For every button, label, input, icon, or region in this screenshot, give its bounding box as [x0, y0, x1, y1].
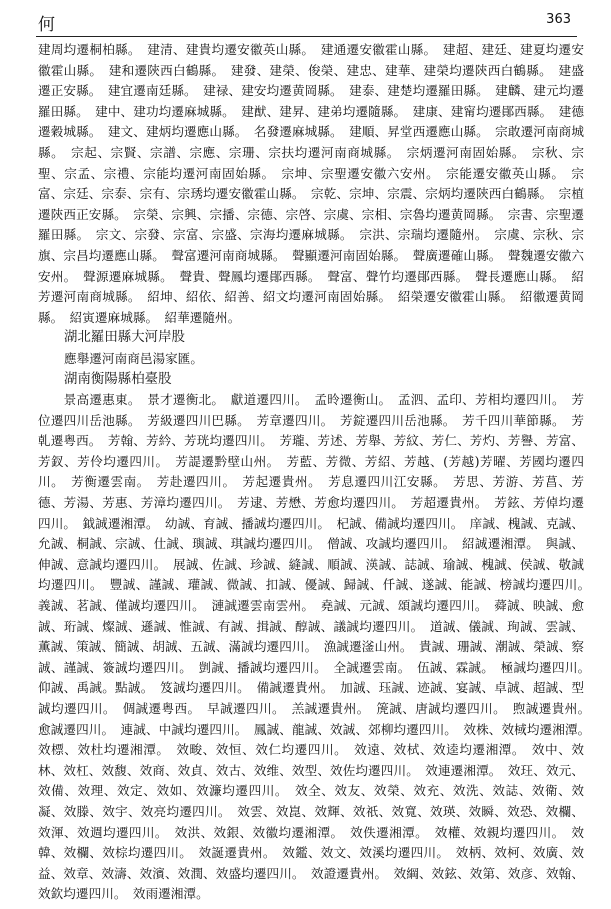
page-body	[38, 40, 597, 902]
migration-paragraph-hengyang: 景高遷惠東。 景才遷衡北。 獻道遷四川。 孟昤遷衡山。 孟泗、孟印、芳相均遷四川。 芳位遷四川岳池縣。 芳級遷四川巴縣。 芳章遷四川。 芳錠遷四川岳池縣。 芳千四川華節縣。 芳乹遷粤西。 芳翰、芳紟、芳珖均遷四川。 芳瓏、芳述、芳舉、芳紋、芳仁、芳灼、芳譽、芳富、芳釵、芳伶均遷四川。 芳諟遷黔壁山州。 芳藍、芳微、芳紹、芳越、(芳越)芳曜、芳國均遷四川。 芳衡遷雲南。 芳赴遷四川。 芳起遷貴州。 芳息遷四川江安縣。 芳思、芳游、芳菖、芳德、芳湯、芳惠、芳漳均遷四川。 芳逮、芳懋、芳愈均遷四川。 芳超遷貴州。 芳鉉、芳倬均遷四川。 鉞誠遷湘潭。 幼誠、育誠、播誠均遷四川。 杞誠、備誠均遷四川。 庠誠、槐誠、克誠、允誠、桐誠、宗誠、仕誠、璵誠、琪誠均遷四川。 僧誠、攻誠均遷四川。 紹誠遷湘潭。 與誠、伸誠、意誠均遷四川。 展誠、佐誠、珍誠、縫誠、順誠、渶誠、誌誠、瑜誠、槐誠、侯誠、敬誠均遷四川。 豐誠、謹誠、瓘誠、微誠、扣誠、優誠、歸誠、仟誠、遂誠、能誠、榜誠均遷四川。 義誠、茗誠、僅誠均遷四川。 漣誠遷雲南雲州。 堯誠、元誠、頌誠均遷四川。 蕣誠、映誠、愈誠、珩誠、燦誠、遜誠、惟誠、有誠、揖誠、醇誠、議誠均遷四川。 道誠、儀誠、珣誠、雲誠、薫誠、策誠、簡誠、胡誠、五誠、滿誠均遷四川。 漁誠遷滏山州。 貴誠、珊誠、潮誠、榮誠、察誠、謹誠、簽誠均遷四川。 剴誠、播誠均遷四川。 全誠遷雲南。 伍誠、霖誠。 極誠均遷四川。 仰誠、禹誠。點誠。 笈誠均遷四川。 備誠遷貴州。 加誠、珏誠、迹誠、宴誠、卓誠、超誠、型誠均遷四川。 倜誠遷粤西。 早誠遷四川。 羔誠遷貴州。 箎誠、唐誠均遷四川。 煦誠遷貴州。 愈誠遷四川。 連誠、中誠均遷四川。 鳳誠、龍誠、效誠、郊柳均遷四川。 效株、效棫均遷湘潭。 效標、效杜均遷湘潭。 效畯、效恒、效仁均遷四川。 效遠、效栻、效逵均遷湘潭。 效中、效林、效杠、效馥、效商、效貞、效古、效维、效型、效佐均遷四川。 效連遷湘潭。 效玨、效元、效備、效理、效定、效如、效濂均遷四川。 效全、效友、效榮、效充、效洗、效誌、效衛、效凝、效滕、效宇、效亮均遷四川。 效雲、效崑、效輝、效祇、效寬、效瑛、效瞬、效恐、效欄、效渾、效週均遷四川。 效洪、效銀、效徽均遷湘潭。 效佚遷湘潭。 效權、效親均遷四川。 效韓、效欄、效棕均遷四川。 效誕遷貴州。 效鑑、效文、效溪均遷四川。 效柄、效柯、效廣、效益、效章、效濤、效濱、效潤、效盛均遷四川。 效證遷貴州。 效綱、效鉉、效第、效彦、效翰、效欽均遷四川。 效雨遷湘潭。	[38, 392, 597, 902]
section-heading-luotian: 湖北羅田縣大河岸股	[64, 330, 185, 346]
migration-paragraph: 建周均遷桐柏縣。 建清、建貴均遷安徽英山縣。 建通遷安徽霍山縣。 建超、建廷、建夏均遷安徽霍山縣。 建和遷陝西白鶴縣。 建發、建榮、俊榮、建忠、建華、建榮均遷陝西白鶴縣。 建盛遷正安縣。 建宜遷南廷縣。 建禄、建安均遷黄岡縣。 建泰、建楚均遷羅田縣。 建麟、建元均遷羅田縣。 建中、建功均遷麻城縣。 建猷、建昇、建弟均遷隨縣。 建康、建甯均遷鄖西縣。 建德遷穀城縣。 建文、建炳均遷應山縣。 名發遷麻城縣。 建順、昇堂西遷應山縣。 宗敢遷河南商城縣。 宗起、宗賢、宗譜、宗應、宗珊、宗扶均遷河南商城縣。 宗炳遷河南固始縣。 宗秋、宗聖、宗孟、宗禮、宗能均遷河南固始縣。 宗坤、宗聖遷安徽六安州。 宗能遷安徽英山縣。 宗富、宗廷、宗泰、宗有、宗琇均遷安徽霍山縣。 宗乾、宗坤、宗震、宗炳均遷陝西白鶴縣。 宗植遷陝西正安縣。 宗榮、宗興、宗播、宗德、宗啓、宗虞、宗相、宗魯均遷黄岡縣。 宗書、宗聖遷羅田縣。 宗文、宗發、宗富、宗盛、宗海均遷麻城縣。 宗洪、宗瑞均遷隨州。 宗虞、宗秋、宗旗、宗昌均遷應山縣。 聲富遷河南商城縣。 聲顯遷河南固始縣。 聲廣遷確山縣。 聲魏遷安徽六安州。 聲源遷麻城縣。 聲貴、聲鳳均遷鄖西縣。 聲富、聲竹均遷鄖西縣。 聲長遷應山縣。 紹芳遷河南商城縣。 紹坤、紹依、紹善、紹文均遷河南固始縣。 紹榮遷安徽霍山縣。 紹徽遷黄岡縣。 紹寅遷麻城縣。 紹華遷隨州。	[38, 42, 584, 325]
page-header	[0, 0, 611, 40]
header-rule	[36, 36, 577, 37]
running-head-character: 何	[38, 15, 55, 35]
section-heading-hengyang: 湖南衡陽縣柏臺股	[64, 371, 172, 387]
entry-yingju: 應舉遷河南商邑湯家匯。	[64, 350, 204, 366]
page-number: 363	[546, 12, 571, 27]
